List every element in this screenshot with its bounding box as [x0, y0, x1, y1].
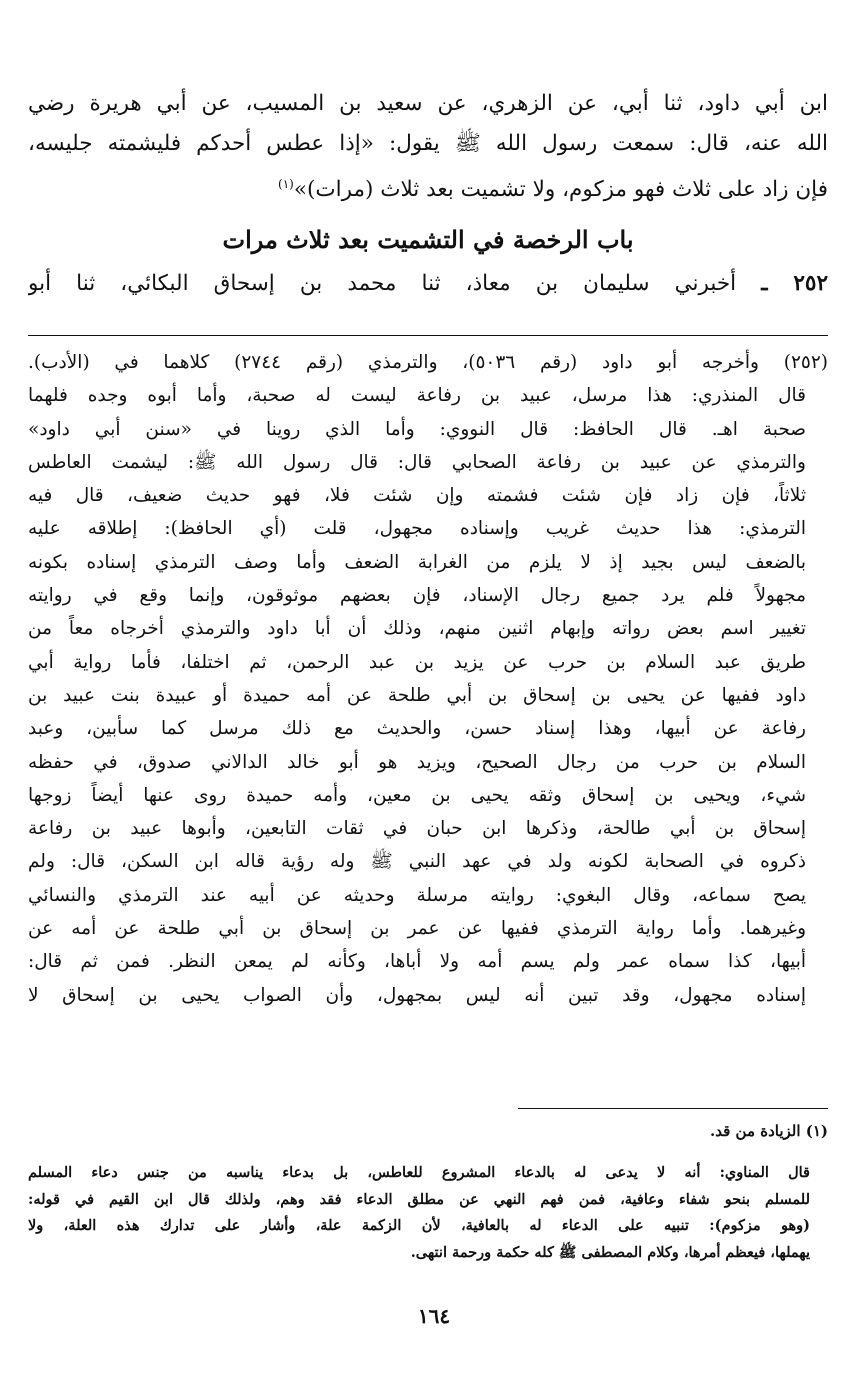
- footnote-marker: (١): [278, 177, 294, 191]
- commentary-line: صحبة اهـ. قال الحافظ: قال النووي: وأما الذي روينا في «سنن أبي داود»: [28, 418, 806, 440]
- commentary-line: بالضعف ليس بجيد إذ لا يلزم من الغرابة الضعف وأما وصف الترمذي إسناده بكونه: [28, 551, 806, 573]
- commentary-line: والترمذي عن عبيد بن رفاعة الصحابي قال: قال رسول الله ﷺ: ليشمت العاطس: [28, 451, 806, 473]
- commentary-line: تغيير اسم بعض رواته وإبهام اثنين منهم، وذلك أن أبا داود والترمذي أخرجاه معاً من: [28, 618, 806, 640]
- commentary-line: قال المنذري: هذا مرسل، عبيد بن رفاعة ليست له صحبة، وأما أبوه وجده فلهما: [28, 385, 806, 407]
- commentary-line: الترمذي: هذا حديث غريب وإسناده مجهول، قلت (أي الحافظ): إطلاقه عليه: [28, 518, 806, 540]
- hadith-line: [28, 264, 828, 304]
- footnote-line: يهملها، فيعظم أمرها، وكلام المصطفى ﷺ كله حكمة ورحمة انتهى.: [410, 1243, 810, 1261]
- main-text-line-content: فإن زاد على ثلاث فهو مزكوم، ولا تشميت بعد ثلاث (مرات)»: [293, 177, 828, 203]
- footnote-line: (وهو مزكوم): تنبيه على الدعاء له بالعافية، لأن الزكمة علة، وأشار على تدارك هذه العلة، ولا: [28, 1217, 810, 1234]
- commentary-line: ثلاثاً، فإن زاد فإن شئت فشمته وإن شئت فلا، فهو حديث ضعيف، قال فيه: [28, 485, 806, 507]
- commentary-line: يصح سماعه، وقال البغوي: روايته مرسلة وحديثه عن أبيه عند الترمذي والنسائي: [28, 884, 806, 906]
- main-text-line: [28, 164, 828, 204]
- main-text-line: الله عنه، قال: سمعت رسول الله ﷺ يقول: «إذا عطس أحدكم فليشمته جليسه،: [28, 131, 828, 156]
- footnote-separator: [28, 335, 828, 336]
- commentary-line: طريق عبد السلام بن حرب عن يزيد بن عبد الرحمن، ثم اختلفا، فأما رواية أبي: [28, 651, 806, 673]
- commentary-line: شيء، ويحيى بن إسحاق وثقه يحيى بن معين، وأمه حميدة روى عنها أيضاً زوجها: [28, 784, 806, 806]
- chapter-heading: باب الرخصة في التشميت بعد ثلاث مرات: [222, 225, 634, 254]
- commentary-line: رفاعة عن أبيها، وهذا إسناد حسن، والحديث مع ذلك مرسل كما سأبين، وعبد: [28, 718, 806, 740]
- commentary-line: (٢٥٢) وأخرجه أبو داود (رقم ٥٠٣٦)، والترمذي (رقم ٢٧٤٤) كلاهما في (الأدب).: [28, 352, 828, 373]
- footnote-line: قال المناوي: أنه لا يدعى له بالدعاء المشروع للعاطس، بل بدعاء يناسبه من جنس دعاء المسلم: [28, 1164, 810, 1181]
- footnote-line: للمسلم بنحو شفاء وعافية، فمن فهم النهي عن مطلق الدعاء فقد وهم، ولذلك قال ابن القيم في قوله:: [28, 1190, 810, 1208]
- commentary-line: وغيرهما. وأما رواية الترمذي ففيها عن عمر بن إسحاق بن أبي طلحة عن أمه عن: [28, 918, 806, 940]
- commentary-line: أبيها، كذا سماه عمر ولم يسم أمه ولا أباها، وكأنه لم يمعن النظر. فمن ثم قال:: [28, 951, 806, 973]
- commentary-line: السلام بن حرب من رجال الصحيح، ويزيد هو أبو خالد الدالاني صدوق، في حفظه: [28, 751, 806, 773]
- commentary-line: ذكروه في الصحابة لكونه ولد في عهد النبي ﷺ وله رؤية قاله ابن السكن، قال: ولم: [28, 851, 806, 873]
- commentary-line: مجهولاً فلم يرد جميع رجال الإسناد، فإن بعضهم موثوقون، وإنما وقع في روايته: [28, 585, 806, 607]
- commentary-line: داود ففيها عن يحيى بن إسحاق بن أبي طلحة عن أمه حميدة أو عبيدة بنت عبيد بن: [28, 684, 806, 706]
- commentary: [28, 346, 828, 1012]
- commentary-line: إسحاق بن أبي طالحة، وذكرها ابن حبان في ثقات التابعين، وأبوها عبيد بن رفاعة: [28, 818, 806, 840]
- hadith-number: ٢٥٢ ـ: [761, 271, 828, 296]
- main-text: [28, 84, 828, 204]
- hadith-text: أخبرني سليمان بن معاذ، ثنا محمد بن إسحاق البكائي، ثنا أبو: [28, 271, 737, 296]
- footnote-1: (١) الزيادة من قد.: [710, 1122, 828, 1140]
- main-text-line: ابن أبي داود، ثنا أبي، عن الزهري، عن سعيد بن المسيب، عن أبي هريرة رضي: [28, 91, 828, 116]
- footnote-2: [28, 1160, 810, 1266]
- commentary-line: إسناده مجهول، وقد تبين أنه ليس بمجهول، وأن الصواب يحيى بن إسحاق لا: [28, 984, 806, 1006]
- hadith-entry: [28, 264, 828, 304]
- page-number: ١٦٤: [417, 1304, 451, 1328]
- footnote-rule: [518, 1108, 828, 1109]
